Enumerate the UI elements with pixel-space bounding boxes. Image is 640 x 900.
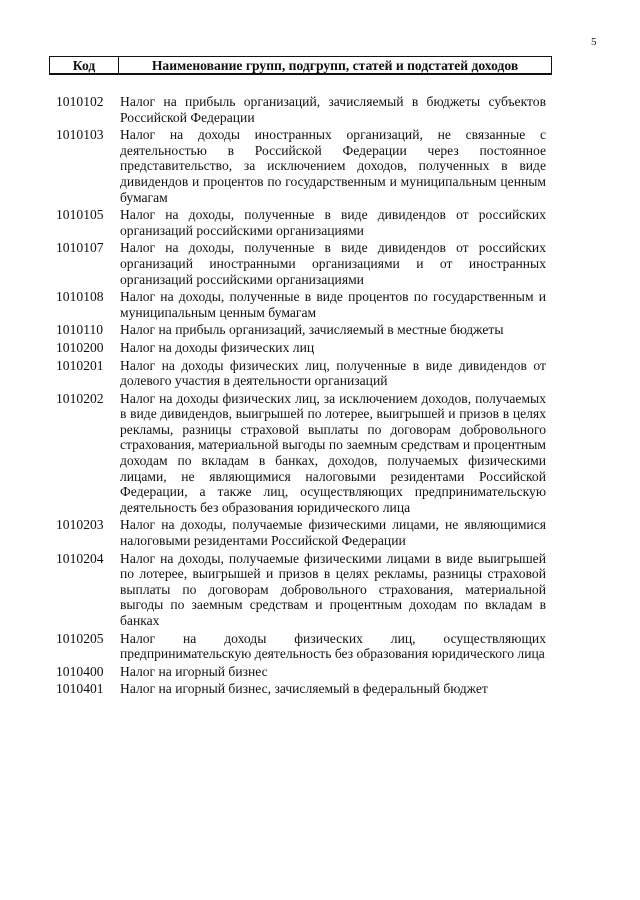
- row-text: Налог на доходы иностранных организаций, не связанные с деятельностью в Российской Федерации через постоянное представительство, за исключением доходов, полученных в виде дивидендов и процентов по государственным и муниципальным ценным бумагам: [120, 127, 546, 205]
- row-code: 1010102: [56, 94, 104, 109]
- table-row: [56, 358, 546, 389]
- row-text: Налог на игорный бизнес, зачисляемый в федеральный бюджет: [120, 681, 488, 697]
- table-row: [56, 127, 546, 205]
- row-code: 1010108: [56, 289, 104, 305]
- table-row: [56, 631, 546, 662]
- table-row: [56, 391, 546, 516]
- row-code: 1010110: [56, 322, 104, 338]
- row-code: 1010400: [56, 663, 104, 679]
- table-row: [56, 289, 546, 320]
- row-text: Налог на доходы физических лиц, полученные в виде дивидендов от долевого участия в деятельности организаций: [120, 357, 546, 389]
- header-code-label: Код: [50, 57, 119, 73]
- row-code: 1010202: [56, 390, 104, 406]
- row-text: Налог на доходы физических лиц: [120, 339, 315, 355]
- row-text: Налог на доходы, полученные в виде процентов по государственным и муниципальным ценным бумагам: [120, 289, 546, 320]
- row-code: 1010201: [56, 357, 104, 373]
- header-name-label: Наименование групп, подгрупп, статей и подстатей доходов: [151, 58, 519, 73]
- row-code: 1010200: [56, 339, 104, 355]
- row-text: Налог на доходы, получаемые физическими лицами, не являющимися налоговыми резидентами Российской Федерации: [120, 517, 546, 549]
- table-row: [56, 681, 546, 697]
- page-number: 5: [591, 36, 597, 48]
- row-text: Налог на доходы физических лиц, за исключением доходов, получаемых в виде дивидендов, выигрышей по лотерее, выигрышей и призов в целях рекламы, разницы страховой выплаты по договорам добровольного страхования, материальной выгоды по заемным средствам и процентным доходам по вкладам в банках, доходов, получаемых физическими лицами, не являющимися налоговыми резидентами Российской Федерации, а также лиц, осуществляющих предпринимательскую деятельность без образования юридического лица: [120, 390, 546, 515]
- table-row: [56, 551, 546, 629]
- row-text: Налог на прибыль организаций, зачисляемый в бюджеты субъектов Российской Федерации: [120, 94, 546, 125]
- table-row: [56, 517, 546, 548]
- row-text: Налог на игорный бизнес: [120, 663, 268, 679]
- table-row: [56, 94, 546, 125]
- row-text: Налог на доходы, получаемые физическими лицами в виде выигрышей по лотерее, выигрышей и призов в целях рекламы, разницы страховой выплаты по договорам добровольного страхования, материальной выгоды по заемным средствам и процентным доходам по вкладам в банках: [120, 550, 546, 628]
- row-code: 1010203: [56, 517, 104, 533]
- table-row: [56, 340, 546, 356]
- table-row: [56, 240, 546, 287]
- row-code: 1010205: [56, 630, 104, 646]
- row-text: Налог на доходы, полученные в виде дивидендов от российских организаций иностранными организациями и от иностранных организаций российскими организациями: [120, 240, 546, 287]
- row-text: Налог на доходы, полученные в виде дивидендов от российских организаций российскими организациями: [120, 207, 546, 238]
- table-body: [56, 94, 546, 697]
- row-code: 1010401: [56, 681, 104, 697]
- table-header: [49, 56, 552, 75]
- row-text: Налог на доходы физических лиц, осуществляющих предпринимательскую деятельность без образования юридического лица: [120, 630, 546, 662]
- table-row: [56, 207, 546, 238]
- table-row: [56, 664, 546, 680]
- table-row: [56, 322, 546, 338]
- row-text: Налог на прибыль организаций, зачисляемый в местные бюджеты: [120, 322, 504, 338]
- row-code: 1010105: [56, 207, 104, 223]
- row-code: 1010204: [56, 550, 104, 566]
- row-code: 1010107: [56, 240, 104, 256]
- row-code: 1010103: [56, 127, 104, 143]
